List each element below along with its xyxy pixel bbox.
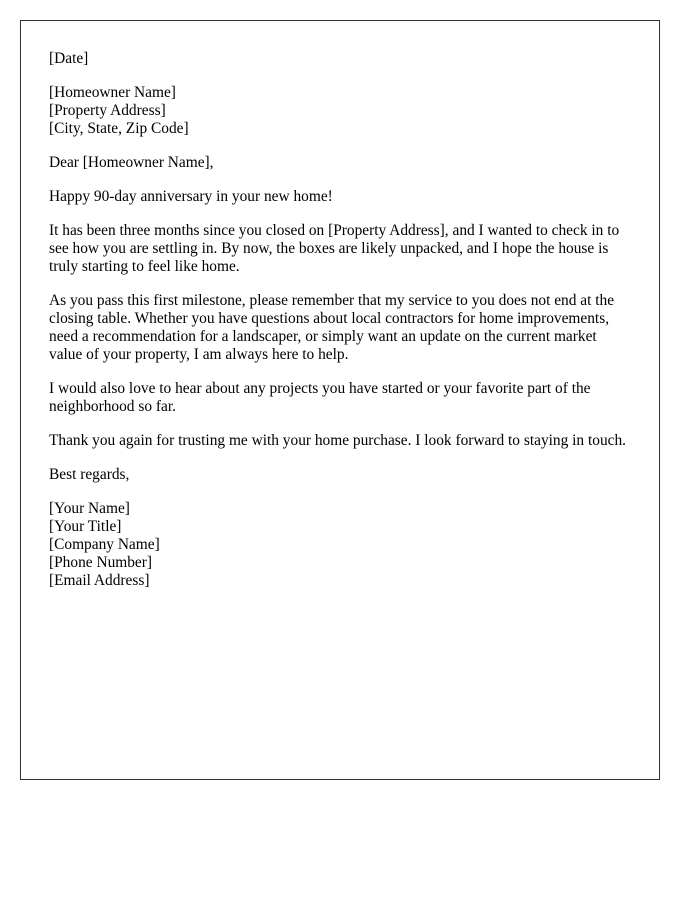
paragraph-check-in: It has been three months since you closed on [Property Address], and I wanted to check in to see how you are settling in. By now, the boxes are likely unpacked, and I hope the house is truly starting to feel like home. (49, 222, 620, 275)
paragraph-service: As you pass this first milestone, please remember that my service to you does not end at the closing table. Whether you have questions about local contractors for home improvements, need a recommendation for a landscaper, or simply want an update on the current market value of your property, I am always here to help. (49, 292, 615, 363)
signature-title: [Your Title] (49, 518, 122, 535)
signature-company: [Company Name] (49, 536, 160, 553)
recipient-address-block (49, 84, 631, 138)
paragraph-projects: I would also love to hear about any projects you have started or your favorite part of the neighborhood so far. (49, 380, 591, 415)
signature-phone: [Phone Number] (49, 554, 153, 571)
recipient-city-state-zip: [City, State, Zip Code] (49, 120, 189, 137)
letter-page (20, 20, 660, 780)
signature-email: [Email Address] (49, 572, 150, 589)
date-block (49, 50, 631, 68)
paragraph-greeting: Happy 90-day anniversary in your new home! (49, 188, 333, 205)
recipient-name: [Homeowner Name] (49, 84, 176, 101)
closing: Best regards, (49, 466, 130, 483)
paragraph-thanks: Thank you again for trusting me with your home purchase. I look forward to staying in touch. (49, 432, 627, 449)
date-line: [Date] (49, 50, 89, 67)
recipient-address: [Property Address] (49, 102, 166, 119)
signature-name: [Your Name] (49, 500, 130, 517)
signature-block (49, 500, 631, 590)
salutation: Dear [Homeowner Name], (49, 154, 214, 171)
